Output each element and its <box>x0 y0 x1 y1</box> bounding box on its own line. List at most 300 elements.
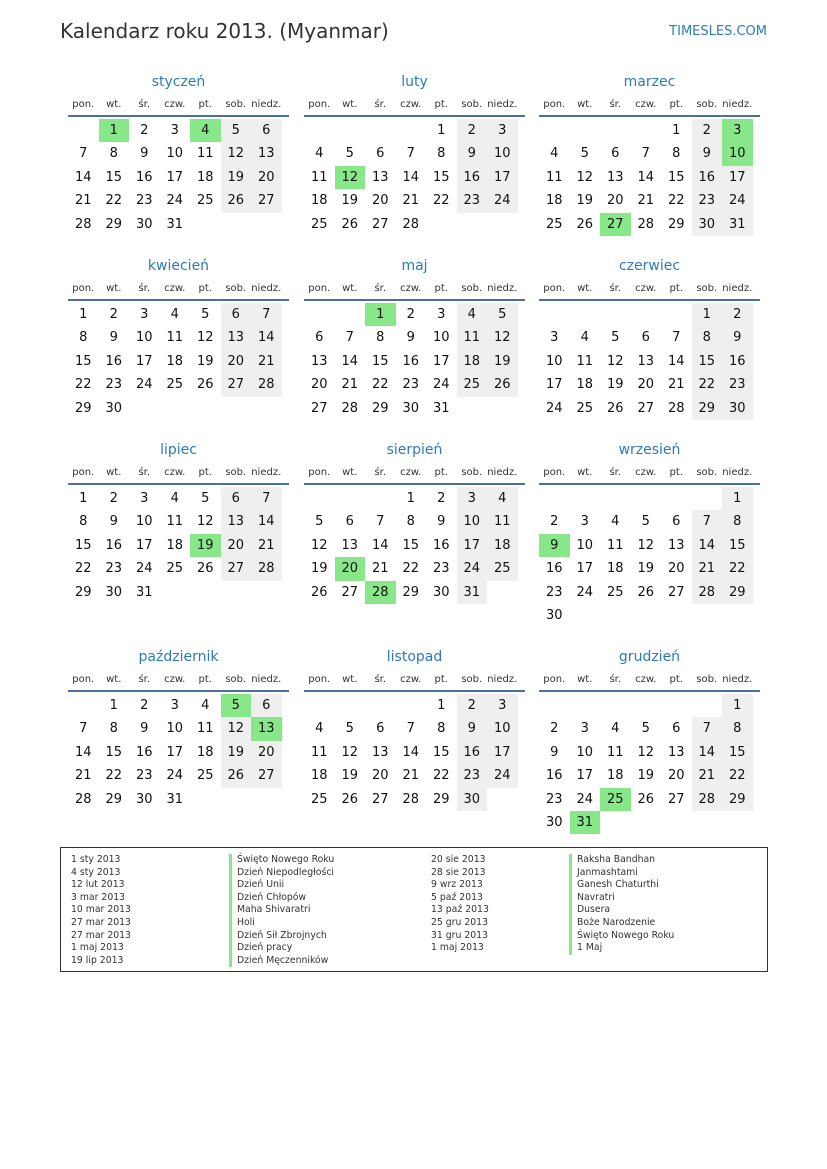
weekday-label: pon. <box>72 283 95 294</box>
day-cell: 2 <box>437 491 446 506</box>
day-cell: 1 <box>722 694 753 717</box>
empty-cell <box>631 303 662 326</box>
month-8 <box>539 438 760 627</box>
weekday-label: wt. <box>106 674 122 685</box>
day-cell: 15 <box>371 353 389 369</box>
day-cell: 4 <box>170 491 179 506</box>
month-name: listopad <box>386 649 443 665</box>
day-cell: 17 <box>457 534 488 557</box>
month-11 <box>539 645 760 834</box>
holiday-day-cell: 9 <box>539 534 570 557</box>
day-cell: 25 <box>166 561 184 577</box>
weekday-label: niedz. <box>251 99 282 110</box>
day-cell: 16 <box>135 169 153 185</box>
day-cell: 12 <box>196 514 214 530</box>
day-cell: 28 <box>402 216 420 232</box>
empty-cell <box>631 119 662 142</box>
day-cell: 20 <box>637 377 655 393</box>
weekday-label: wt. <box>577 467 593 478</box>
holiday-day-cell: 3 <box>722 119 753 142</box>
day-cell: 2 <box>109 491 118 506</box>
day-cell: 5 <box>201 307 210 322</box>
day-cell: 30 <box>135 791 153 807</box>
weekday-label: sob. <box>461 283 483 294</box>
day-cell: 18 <box>310 193 328 209</box>
day-cell: 9 <box>457 142 488 165</box>
day-cell: 3 <box>140 491 149 506</box>
day-cell: 24 <box>576 584 594 600</box>
day-cell: 21 <box>667 377 685 393</box>
page-title: Kalendarz roku 2013. (Myanmar) <box>60 19 389 43</box>
day-cell: 21 <box>637 193 655 209</box>
day-cell: 2 <box>406 307 415 322</box>
legend-names-1 <box>229 854 334 967</box>
day-cell: 30 <box>432 584 450 600</box>
day-cell: 27 <box>371 791 389 807</box>
weekday-label: niedz. <box>487 283 518 294</box>
day-cell: 4 <box>315 721 324 737</box>
day-cell: 19 <box>576 193 594 209</box>
day-cell: 27 <box>310 400 328 416</box>
day-cell: 15 <box>667 169 685 185</box>
day-cell: 20 <box>221 350 252 373</box>
day-cell: 11 <box>310 744 328 760</box>
day-cell: 26 <box>637 791 655 807</box>
day-cell: 23 <box>545 791 563 807</box>
weekday-label: sob. <box>696 467 718 478</box>
day-grid <box>304 303 525 420</box>
day-cell: 30 <box>457 788 488 811</box>
weekday-label: czw. <box>400 674 422 685</box>
day-cell: 6 <box>641 330 650 346</box>
day-cell: 3 <box>580 514 589 530</box>
day-cell: 17 <box>576 561 594 577</box>
day-cell: 2 <box>550 721 559 737</box>
day-cell: 1 <box>437 123 446 138</box>
weekday-header <box>304 94 525 117</box>
weekday-label: pon. <box>543 99 566 110</box>
day-cell: 29 <box>722 788 753 811</box>
holiday-day-cell: 1 <box>99 119 130 142</box>
day-cell: 26 <box>637 584 655 600</box>
day-cell: 27 <box>251 764 282 787</box>
day-cell: 5 <box>580 146 589 162</box>
day-cell: 28 <box>637 216 655 232</box>
day-cell: 29 <box>402 584 420 600</box>
month-name: styczeń <box>151 74 206 90</box>
legend-date: 19 lip 2013 <box>71 954 124 966</box>
day-cell: 24 <box>576 791 594 807</box>
day-cell: 11 <box>487 510 518 533</box>
day-cell: 25 <box>310 216 328 232</box>
day-cell: 6 <box>376 721 385 737</box>
day-cell: 31 <box>166 216 184 232</box>
day-cell: 14 <box>341 353 359 369</box>
weekday-header <box>304 278 525 301</box>
day-cell: 30 <box>722 397 753 420</box>
day-cell: 16 <box>432 537 450 553</box>
day-cell: 29 <box>722 581 753 604</box>
legend-date: 13 paź 2013 <box>431 904 489 916</box>
day-cell: 10 <box>135 330 153 346</box>
day-cell: 21 <box>251 534 282 557</box>
weekday-label: niedz. <box>722 283 753 294</box>
day-cell: 8 <box>437 146 446 162</box>
day-cell: 2 <box>550 514 559 530</box>
day-cell: 14 <box>667 353 685 369</box>
day-cell: 26 <box>341 216 359 232</box>
brand-link[interactable]: TIMESLES.COM <box>669 24 767 39</box>
day-cell: 23 <box>105 561 123 577</box>
month-9 <box>68 645 289 811</box>
day-cell: 29 <box>105 216 123 232</box>
day-cell: 16 <box>105 537 123 553</box>
day-cell: 30 <box>402 400 420 416</box>
day-cell: 31 <box>135 584 153 600</box>
day-cell: 15 <box>432 744 450 760</box>
weekday-label: pon. <box>543 283 566 294</box>
day-cell: 5 <box>641 721 650 737</box>
day-cell: 14 <box>637 169 655 185</box>
day-cell: 5 <box>611 330 620 346</box>
weekday-header <box>68 278 289 301</box>
empty-cell <box>396 119 427 142</box>
day-cell: 11 <box>196 721 214 737</box>
day-cell: 8 <box>722 717 753 740</box>
day-cell: 22 <box>667 193 685 209</box>
day-cell: 14 <box>402 169 420 185</box>
weekday-label: wt. <box>577 99 593 110</box>
day-cell: 20 <box>606 193 624 209</box>
day-cell: 4 <box>457 303 488 326</box>
day-cell: 28 <box>341 400 359 416</box>
day-cell: 4 <box>611 721 620 737</box>
day-cell: 19 <box>637 561 655 577</box>
empty-cell <box>600 487 631 510</box>
day-cell: 27 <box>251 189 282 212</box>
day-cell: 17 <box>135 537 153 553</box>
weekday-label: czw. <box>635 674 657 685</box>
day-cell: 5 <box>221 119 252 142</box>
day-grid <box>539 119 760 236</box>
day-cell: 24 <box>135 561 153 577</box>
day-cell: 31 <box>722 213 753 236</box>
legend-holiday-name: Boże Narodzenie <box>569 917 674 930</box>
legend-holiday-name: Dzień Unii <box>229 879 334 892</box>
day-cell: 22 <box>692 373 723 396</box>
day-cell: 30 <box>692 213 723 236</box>
day-cell: 19 <box>487 350 518 373</box>
weekday-label: niedz. <box>251 674 282 685</box>
day-cell: 7 <box>251 487 282 510</box>
day-cell: 6 <box>672 514 681 530</box>
month-name: wrzesień <box>618 442 681 458</box>
day-cell: 15 <box>402 537 420 553</box>
empty-cell <box>539 694 570 717</box>
day-cell: 30 <box>135 216 153 232</box>
day-cell: 12 <box>606 353 624 369</box>
day-cell: 2 <box>140 123 149 138</box>
month-5 <box>539 254 760 420</box>
day-cell: 21 <box>371 561 389 577</box>
weekday-label: sob. <box>461 467 483 478</box>
day-cell: 9 <box>140 146 149 162</box>
holiday-day-cell: 12 <box>335 166 366 189</box>
day-cell: 19 <box>606 377 624 393</box>
legend-date: 20 sie 2013 <box>431 854 486 865</box>
day-cell: 27 <box>371 216 389 232</box>
day-cell: 28 <box>402 791 420 807</box>
weekday-label: czw. <box>164 467 186 478</box>
day-cell: 15 <box>105 744 123 760</box>
weekday-label: wt. <box>342 99 358 110</box>
day-cell: 13 <box>371 169 389 185</box>
weekday-label: czw. <box>635 99 657 110</box>
month-name: maj <box>401 258 428 274</box>
empty-cell <box>365 487 396 510</box>
day-cell: 8 <box>722 510 753 533</box>
empty-cell <box>600 303 631 326</box>
weekday-label: wt. <box>577 283 593 294</box>
empty-cell <box>539 487 570 510</box>
day-cell: 22 <box>371 377 389 393</box>
day-cell: 22 <box>432 768 450 784</box>
day-cell: 16 <box>457 741 488 764</box>
day-cell: 8 <box>692 326 723 349</box>
day-cell: 25 <box>310 791 328 807</box>
empty-cell <box>570 487 601 510</box>
day-cell: 23 <box>105 377 123 393</box>
day-cell: 3 <box>170 698 179 713</box>
day-cell: 8 <box>376 330 385 346</box>
weekday-label: sob. <box>696 674 718 685</box>
day-cell: 23 <box>135 768 153 784</box>
day-cell: 2 <box>140 698 149 713</box>
day-cell: 29 <box>105 791 123 807</box>
empty-cell <box>68 119 99 142</box>
day-cell: 29 <box>692 397 723 420</box>
day-cell: 26 <box>221 764 252 787</box>
month-1 <box>304 70 525 236</box>
weekday-label: pon. <box>543 674 566 685</box>
weekday-label: niedz. <box>722 99 753 110</box>
empty-cell <box>304 694 335 717</box>
legend-date: 27 mar 2013 <box>71 916 131 928</box>
day-cell: 24 <box>487 189 518 212</box>
day-cell: 7 <box>672 330 681 346</box>
empty-cell <box>631 694 662 717</box>
day-cell: 7 <box>376 514 385 530</box>
day-cell: 12 <box>221 142 252 165</box>
day-cell: 26 <box>310 584 328 600</box>
legend-date: 31 gru 2013 <box>431 929 489 941</box>
weekday-label: pt. <box>198 99 212 110</box>
day-cell: 8 <box>109 721 118 737</box>
weekday-label: śr. <box>374 467 387 478</box>
empty-cell <box>692 487 723 510</box>
day-cell: 16 <box>135 744 153 760</box>
day-cell: 13 <box>251 142 282 165</box>
day-cell: 10 <box>166 146 184 162</box>
month-name: marzec <box>623 74 676 90</box>
day-cell: 25 <box>166 377 184 393</box>
day-cell: 9 <box>692 142 723 165</box>
day-cell: 22 <box>402 561 420 577</box>
day-cell: 6 <box>376 146 385 162</box>
weekday-label: sob. <box>225 467 247 478</box>
day-cell: 26 <box>341 791 359 807</box>
day-cell: 9 <box>109 330 118 346</box>
day-cell: 13 <box>637 353 655 369</box>
legend-dates-2 <box>431 854 489 955</box>
legend-holiday-name: Ganesh Chaturthi <box>569 879 674 892</box>
empty-cell <box>600 119 631 142</box>
day-cell: 8 <box>406 514 415 530</box>
empty-cell <box>396 694 427 717</box>
day-cell: 23 <box>545 584 563 600</box>
day-cell: 4 <box>580 330 589 346</box>
month-name: luty <box>401 74 428 90</box>
weekday-label: niedz. <box>487 467 518 478</box>
day-cell: 21 <box>402 768 420 784</box>
empty-cell <box>68 694 99 717</box>
day-cell: 4 <box>487 487 518 510</box>
day-cell: 15 <box>74 537 92 553</box>
legend-date: 4 sty 2013 <box>71 866 121 878</box>
day-cell: 27 <box>667 584 685 600</box>
day-cell: 19 <box>637 768 655 784</box>
day-cell: 14 <box>74 169 92 185</box>
holiday-day-cell: 13 <box>251 717 282 740</box>
weekday-header <box>304 669 525 692</box>
empty-cell <box>661 694 692 717</box>
weekday-header <box>304 462 525 485</box>
empty-cell <box>570 694 601 717</box>
weekday-label: sob. <box>461 99 483 110</box>
day-cell: 10 <box>487 717 518 740</box>
day-cell: 23 <box>457 189 488 212</box>
day-cell: 15 <box>722 534 753 557</box>
day-cell: 24 <box>166 193 184 209</box>
day-cell: 3 <box>170 123 179 138</box>
legend-holiday-name: Raksha Bandhan <box>569 854 674 867</box>
month-10 <box>304 645 525 811</box>
holiday-legend <box>60 847 768 972</box>
day-cell: 23 <box>692 189 723 212</box>
holiday-day-cell: 28 <box>365 581 396 604</box>
day-cell: 25 <box>545 216 563 232</box>
day-cell: 27 <box>341 584 359 600</box>
day-cell: 8 <box>437 721 446 737</box>
day-cell: 28 <box>251 373 282 396</box>
day-cell: 5 <box>315 514 324 530</box>
day-cell: 26 <box>606 400 624 416</box>
day-cell: 20 <box>310 377 328 393</box>
day-cell: 17 <box>576 768 594 784</box>
day-cell: 28 <box>667 400 685 416</box>
day-cell: 29 <box>432 791 450 807</box>
day-cell: 15 <box>692 350 723 373</box>
day-cell: 18 <box>545 193 563 209</box>
day-cell: 26 <box>196 377 214 393</box>
weekday-label: pt. <box>669 99 683 110</box>
weekday-label: pt. <box>669 674 683 685</box>
day-cell: 21 <box>402 193 420 209</box>
weekday-label: sob. <box>225 283 247 294</box>
day-cell: 28 <box>692 788 723 811</box>
day-cell: 5 <box>201 491 210 506</box>
day-cell: 30 <box>105 400 123 416</box>
day-cell: 2 <box>457 694 488 717</box>
weekday-label: pt. <box>434 99 448 110</box>
day-cell: 24 <box>457 557 488 580</box>
month-name: lipiec <box>160 442 197 458</box>
holiday-day-cell: 5 <box>221 694 252 717</box>
day-cell: 16 <box>545 768 563 784</box>
day-cell: 3 <box>140 307 149 322</box>
day-cell: 10 <box>135 514 153 530</box>
day-cell: 17 <box>545 377 563 393</box>
day-cell: 28 <box>74 791 92 807</box>
month-2 <box>539 70 760 236</box>
day-cell: 5 <box>487 303 518 326</box>
day-cell: 31 <box>432 400 450 416</box>
month-0 <box>68 70 289 236</box>
day-cell: 21 <box>74 768 92 784</box>
weekday-label: śr. <box>138 99 151 110</box>
day-cell: 26 <box>487 373 518 396</box>
legend-holiday-name: Dzień Sił Zbrojnych <box>229 930 334 943</box>
day-cell: 9 <box>722 326 753 349</box>
weekday-label: wt. <box>342 467 358 478</box>
day-cell: 11 <box>166 330 184 346</box>
day-cell: 9 <box>457 717 488 740</box>
holiday-day-cell: 19 <box>190 534 221 557</box>
legend-date: 1 maj 2013 <box>71 942 124 954</box>
weekday-label: pt. <box>434 467 448 478</box>
legend-holiday-name: Dzień Męczenników <box>229 955 334 968</box>
empty-cell <box>365 694 396 717</box>
day-cell: 29 <box>74 584 92 600</box>
weekday-label: pt. <box>198 283 212 294</box>
day-cell: 28 <box>251 557 282 580</box>
day-cell: 1 <box>406 491 415 506</box>
weekday-label: niedz. <box>251 283 282 294</box>
weekday-label: pt. <box>434 674 448 685</box>
day-cell: 2 <box>457 119 488 142</box>
day-cell: 25 <box>196 193 214 209</box>
day-cell: 23 <box>722 373 753 396</box>
legend-holiday-name: Dzień Niepodległości <box>229 867 334 880</box>
weekday-label: śr. <box>138 467 151 478</box>
day-cell: 6 <box>221 303 252 326</box>
holiday-day-cell: 4 <box>190 119 221 142</box>
day-cell: 6 <box>251 694 282 717</box>
day-cell: 19 <box>341 193 359 209</box>
day-cell: 13 <box>221 510 252 533</box>
weekday-label: czw. <box>400 467 422 478</box>
weekday-header <box>68 94 289 117</box>
day-cell: 2 <box>692 119 723 142</box>
weekday-label: pt. <box>198 674 212 685</box>
legend-holiday-name: 1 Maj <box>569 942 674 955</box>
day-cell: 25 <box>457 373 488 396</box>
day-cell: 1 <box>79 491 88 506</box>
day-cell: 16 <box>457 166 488 189</box>
day-cell: 14 <box>692 534 723 557</box>
day-cell: 16 <box>402 353 420 369</box>
empty-cell <box>570 303 601 326</box>
